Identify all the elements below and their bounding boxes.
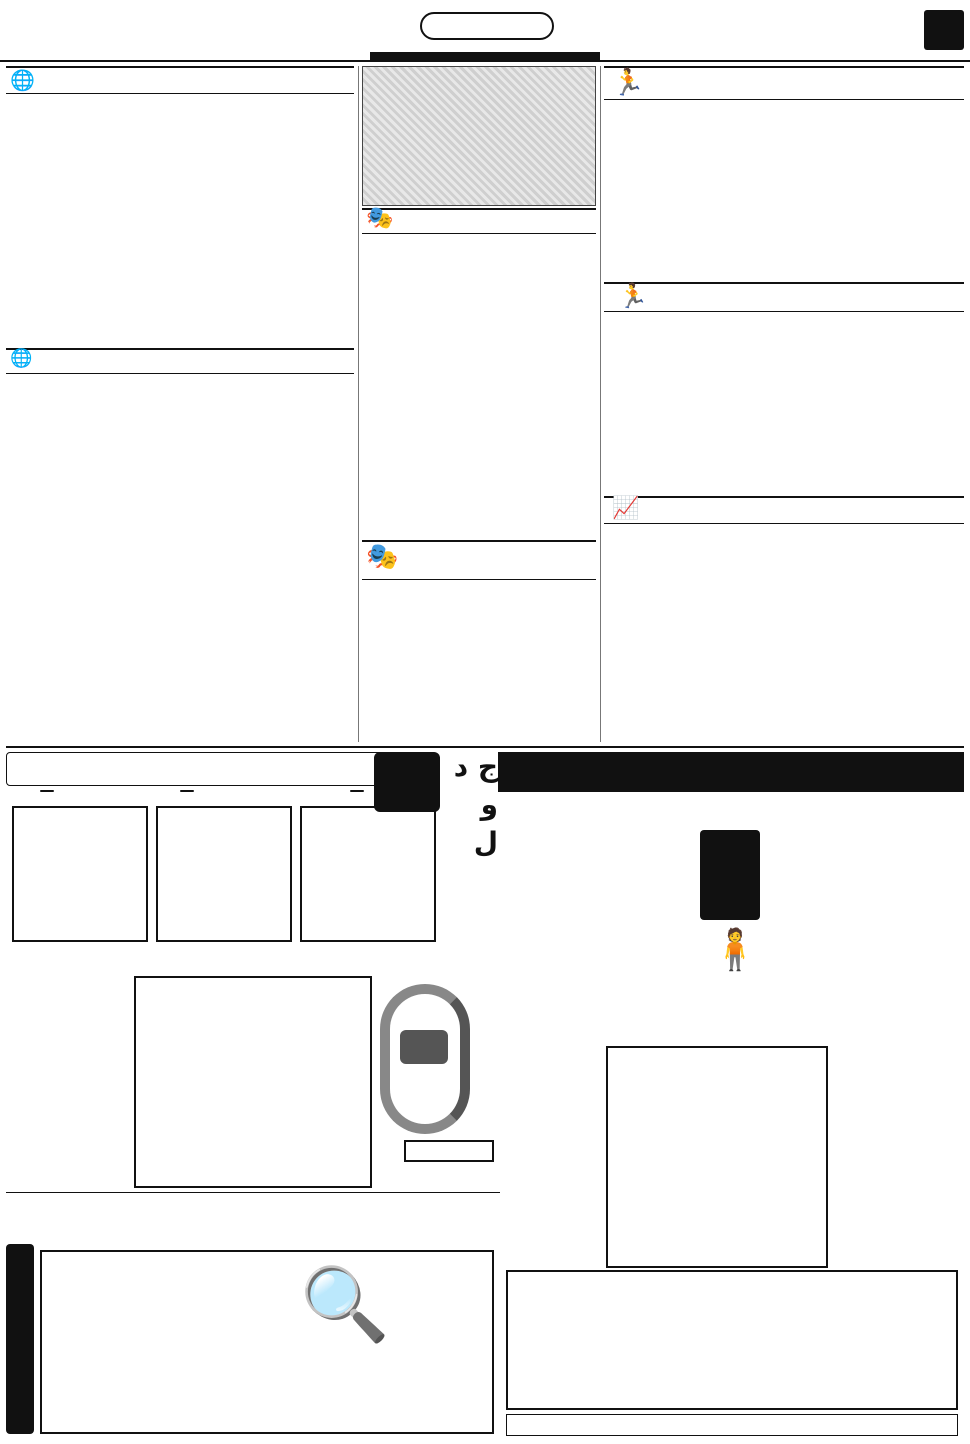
taremi-body: [608, 316, 964, 492]
column-divider-2: [358, 66, 359, 742]
sudoku-easy-grid[interactable]: [12, 806, 148, 942]
crossword-grid[interactable]: [606, 1046, 828, 1268]
previous-solution-grid: [506, 1270, 958, 1410]
section-title: [420, 12, 554, 40]
kakuro-label: [400, 1030, 448, 1064]
chart-icon: 📈: [612, 496, 640, 521]
sudoku-hard-grid[interactable]: [300, 806, 436, 942]
column-divider-1: [600, 66, 601, 742]
english-banner: [370, 52, 600, 62]
exit-body: [364, 584, 596, 740]
crossword-badge: [700, 830, 760, 920]
shahid-body: [8, 378, 354, 742]
cartoon-illustration: [362, 66, 596, 206]
bill-body: [608, 528, 964, 740]
thinker-figure: 🧍: [710, 927, 760, 973]
clues-horizontal: [868, 796, 964, 1032]
italy-body: [608, 104, 964, 278]
kakuro-grid[interactable]: [134, 976, 372, 1188]
sudoku-level-easy: [40, 790, 54, 792]
magnifier-icon: 🔍: [300, 1262, 390, 1346]
abjad-letters: ج د و ل: [453, 750, 498, 859]
previous-solution-label-bar: [506, 1414, 958, 1436]
page-number: [924, 10, 964, 50]
special-clues: [500, 796, 696, 1032]
previous-abjad-grid: [40, 1250, 494, 1434]
sudoku-medium-grid[interactable]: [156, 806, 292, 942]
crossword-row-numbers: [830, 1046, 842, 1268]
previous-abjad-label: [6, 1244, 34, 1434]
kakuro-number: [404, 1140, 494, 1162]
water-headline-box: [362, 208, 596, 234]
newspaper-logo: [8, 4, 120, 56]
bottom-separator: [6, 1192, 500, 1193]
water-body: [364, 238, 596, 534]
sudoku-level-medium: [180, 790, 194, 792]
clues-vertical: [772, 796, 864, 1032]
globe-icon: 🌐: [10, 68, 35, 92]
crossword-header: [498, 752, 964, 792]
runner-icon: 🏃: [612, 68, 645, 98]
taremi-headline-box: [604, 282, 964, 312]
runner-icon-2: 🏃: [618, 282, 648, 310]
mask-icon-2: 🎭: [366, 542, 399, 572]
sudoku-level-hard: [350, 790, 364, 792]
kakuro-guide: [8, 974, 128, 1188]
bill-headline-box: [604, 496, 964, 524]
globe-icon-2: 🌐: [10, 348, 33, 369]
italy-headline-box: [604, 66, 964, 100]
sudoku-intro: [6, 752, 402, 786]
mask-icon: 🎭: [366, 206, 394, 231]
shahid-headline-box: [6, 348, 354, 374]
taliban-headline-box: [6, 66, 354, 94]
sudoku-badge: [374, 752, 440, 812]
taliban-body: [8, 98, 354, 344]
page-header: [0, 0, 970, 62]
